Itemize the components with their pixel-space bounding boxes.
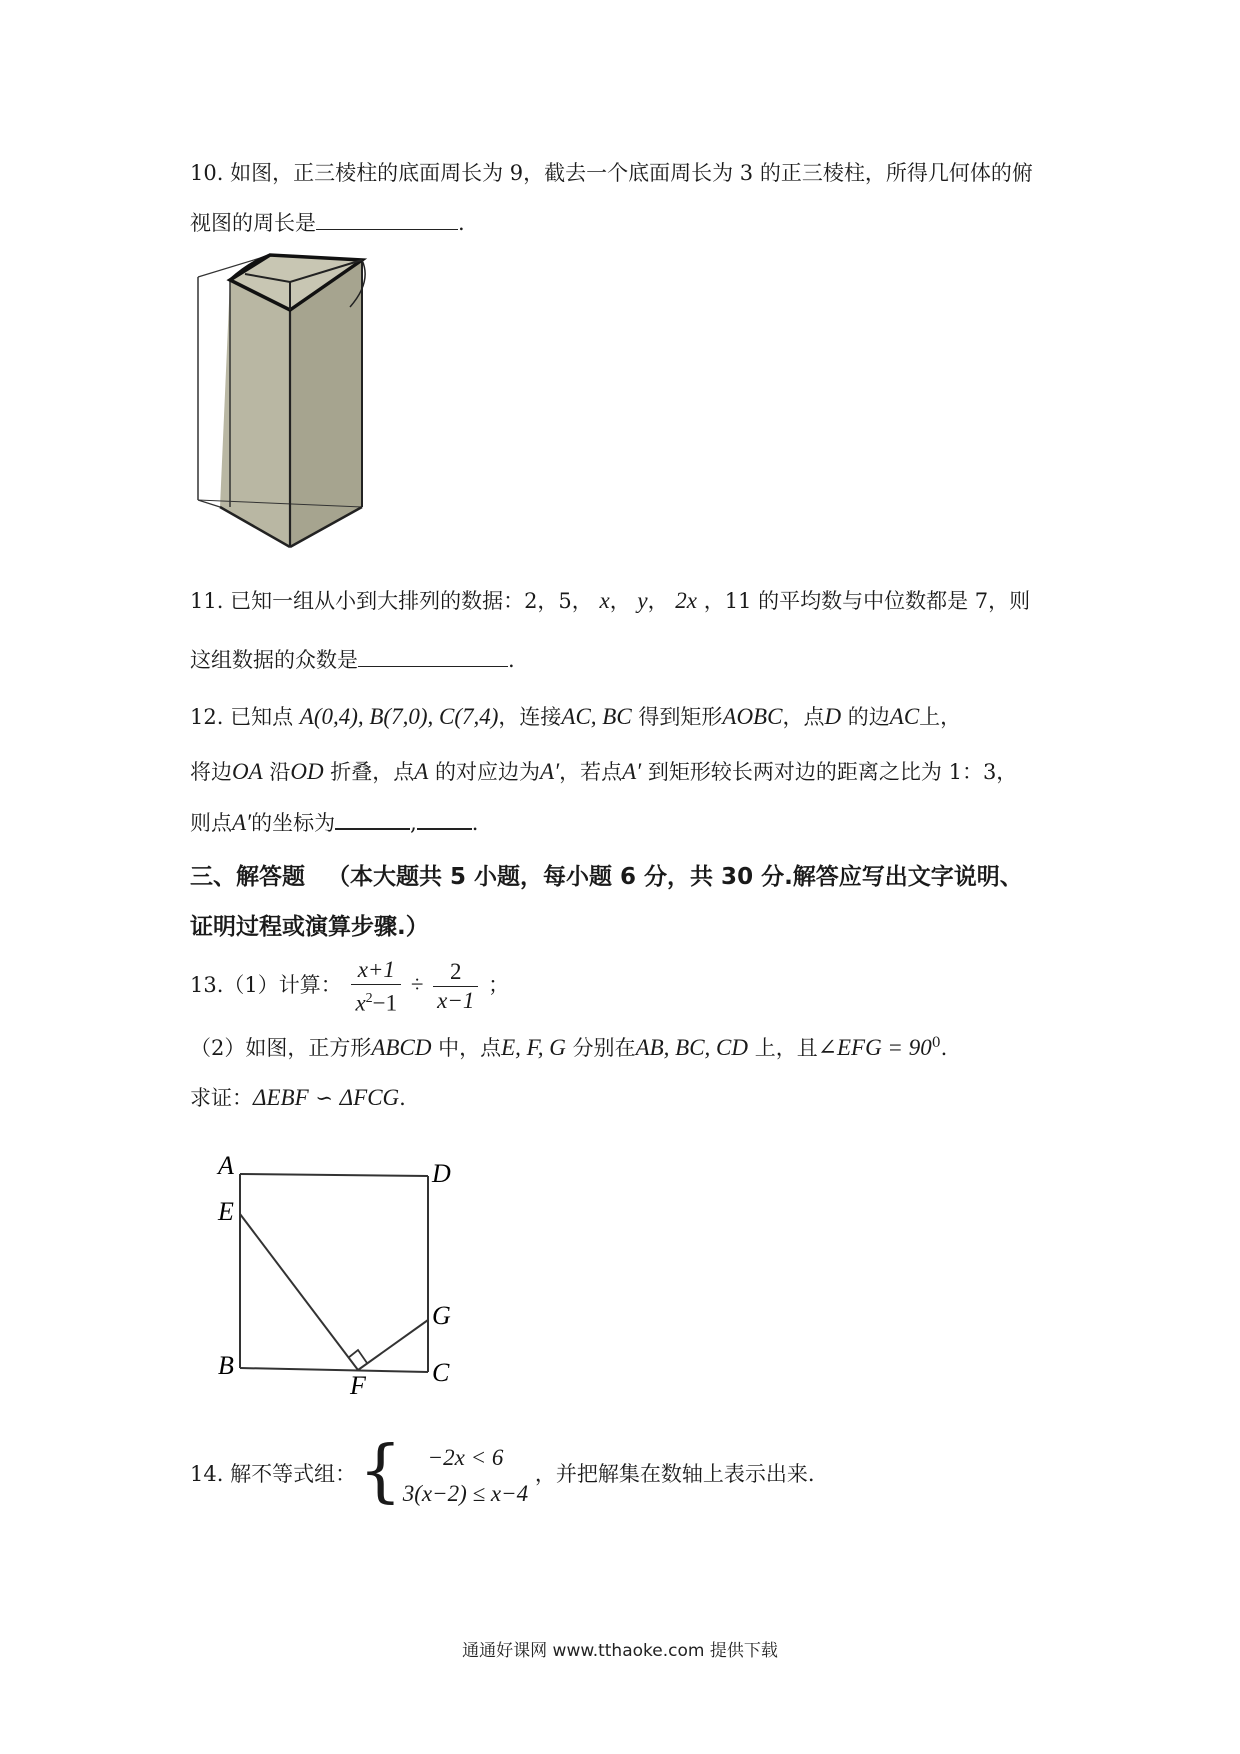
q13-text: 中，点 <box>438 1036 502 1060</box>
q13-points: E, F, G <box>501 1035 566 1060</box>
q12-text: 的坐标为 <box>251 811 336 835</box>
q12-text: 折叠，点 <box>330 760 415 784</box>
q11-line2: 这组数据的众数是 . <box>190 648 515 672</box>
q12-text: 的对应边为 <box>435 760 541 784</box>
var-y: y <box>637 588 648 613</box>
q12-line2 <box>190 757 1017 787</box>
q13-text: 分别在 <box>572 1036 636 1060</box>
q14 <box>190 1431 815 1514</box>
frac1-denominator <box>351 985 401 1018</box>
similar-sign: ∽ <box>315 1086 333 1110</box>
q10-text-2: 视图的周长是 <box>190 211 316 235</box>
label-d: D <box>432 1159 451 1188</box>
frac2-numerator: 2 <box>433 958 478 987</box>
fraction-2 <box>433 958 478 1015</box>
frac1-den-rest: −1 <box>372 990 398 1016</box>
q12-text: ，若点 <box>559 760 623 784</box>
label-e: E <box>218 1197 234 1226</box>
frac1-den-base: x <box>355 990 366 1016</box>
q12-aprime: A′ <box>622 759 642 784</box>
var-2x: 2x <box>675 588 698 613</box>
q12-od: OD <box>290 759 324 784</box>
q12-d: D <box>824 704 842 729</box>
divide-sign: ÷ <box>410 972 424 997</box>
triangle-ebf: ΔEBF <box>253 1085 309 1110</box>
q13-part2: （2）如图，正方形ABCD 中，点E, F, G 分别在AB, BC, CD 上，且∠EFG = $90^0$. <box>190 1035 948 1060</box>
q12-text: 到矩形较长两对边的距离之比为 1：3， <box>647 760 1018 784</box>
q12-a: A <box>414 759 429 784</box>
q10-text-1: 10. 如图，正三棱柱的底面周长为 9，截去一个底面周长为 3 的正三棱柱，所得几何体的俯 <box>190 161 1033 185</box>
q10-line2: 视图的周长是 . <box>190 211 465 235</box>
answer-blank <box>335 808 410 830</box>
q13-label: 13.（1）计算： <box>190 973 342 997</box>
q14-label: 14. 解不等式组： <box>190 1462 357 1486</box>
label-a: A <box>218 1151 234 1180</box>
var-x: x <box>599 588 610 613</box>
label-b: B <box>218 1351 234 1380</box>
inequality-2: 3(x−2) ≤ x−4 <box>402 1480 529 1506</box>
answer-blank <box>417 808 472 830</box>
q14-suffix: ，并把解集在数轴上表示出来. <box>534 1462 815 1486</box>
q13-angle-exp: 0 <box>931 1035 941 1051</box>
q13-square: ABCD <box>371 1035 432 1060</box>
prism-figure <box>190 252 370 557</box>
q12-text: 则点 <box>190 811 232 835</box>
q12-text: ，连接 <box>498 705 562 729</box>
label-g: G <box>432 1301 451 1330</box>
q10-line1 <box>190 158 1033 188</box>
q13-part1 <box>190 955 509 1017</box>
q12-text: 沿 <box>269 760 291 784</box>
frac1-numerator: x+1 <box>351 956 401 985</box>
q13-angle: ∠EFG = 90 <box>817 1035 932 1060</box>
section-note: （本大题共 5 小题，每小题 6 分，共 30 分.解答应写出文字说明、 <box>327 864 1023 890</box>
label-f: F <box>350 1371 366 1398</box>
q11-text-2: ，11 的平均数与中位数都是 7，则 <box>703 589 1031 613</box>
q13-text: （2）如图，正方形 <box>190 1036 372 1060</box>
q12-segments: AC, BC <box>561 704 632 729</box>
triangle-fcg: ΔFCG <box>339 1085 400 1110</box>
fraction-1 <box>351 956 401 1018</box>
q12-text: 将边 <box>190 760 232 784</box>
page-footer: 通通好课网 www.tthaoke.com 提供下载 <box>462 1641 778 1661</box>
label-c: C <box>432 1358 450 1387</box>
q13-text: 求证： <box>190 1086 253 1110</box>
inequality-system <box>358 1431 529 1512</box>
q12-points: A(0,4), B(7,0), C(7,4) <box>299 704 499 729</box>
section-title: 三、解答题 <box>190 864 305 890</box>
q13-semicolon: ； <box>488 973 510 997</box>
q12-text: 得到矩形 <box>638 705 723 729</box>
q11-text-1: 11. 已知一组从小到大排列的数据：2，5， <box>190 589 593 613</box>
answer-blank <box>316 209 458 230</box>
frac2-denominator: x−1 <box>437 988 475 1013</box>
section-note-2: 证明过程或演算步骤.） <box>190 914 429 940</box>
q12-aprime: A′ <box>232 810 252 835</box>
section-3-heading <box>190 862 1023 892</box>
q12-text: 的边 <box>847 705 890 729</box>
q13-text: 上，且 <box>754 1036 818 1060</box>
answer-blank <box>358 646 508 667</box>
q12-ac: AC <box>889 704 920 729</box>
q11-line1: 11. 已知一组从小到大排列的数据：2，5， x， y， 2x ，11 的平均数与中位数都是 7，则 <box>190 588 1031 613</box>
q12-oa: OA <box>232 759 263 784</box>
inequality-1: −2x < 6 <box>427 1444 504 1470</box>
square-figure <box>210 1148 460 1398</box>
brace-icon: { <box>358 1431 403 1511</box>
q12-text: 12. 已知点 <box>190 705 294 729</box>
q12-aprime: A′ <box>540 759 560 784</box>
q12-line1 <box>190 702 961 732</box>
q12-text: ，点 <box>782 705 825 729</box>
frac1-den-exp: 2 <box>365 990 373 1006</box>
q12-line3: 则点A′的坐标为 , . <box>190 810 479 835</box>
section-3-heading-2 <box>190 912 429 942</box>
q13-sides: AB, BC, CD <box>635 1035 749 1060</box>
q12-rect: AOBC <box>722 704 783 729</box>
q12-text: 上， <box>919 705 962 729</box>
q13-proof: 求证：ΔEBF ∽ ΔFCG. <box>190 1085 406 1110</box>
q11-text-3: 这组数据的众数是 <box>190 648 358 672</box>
